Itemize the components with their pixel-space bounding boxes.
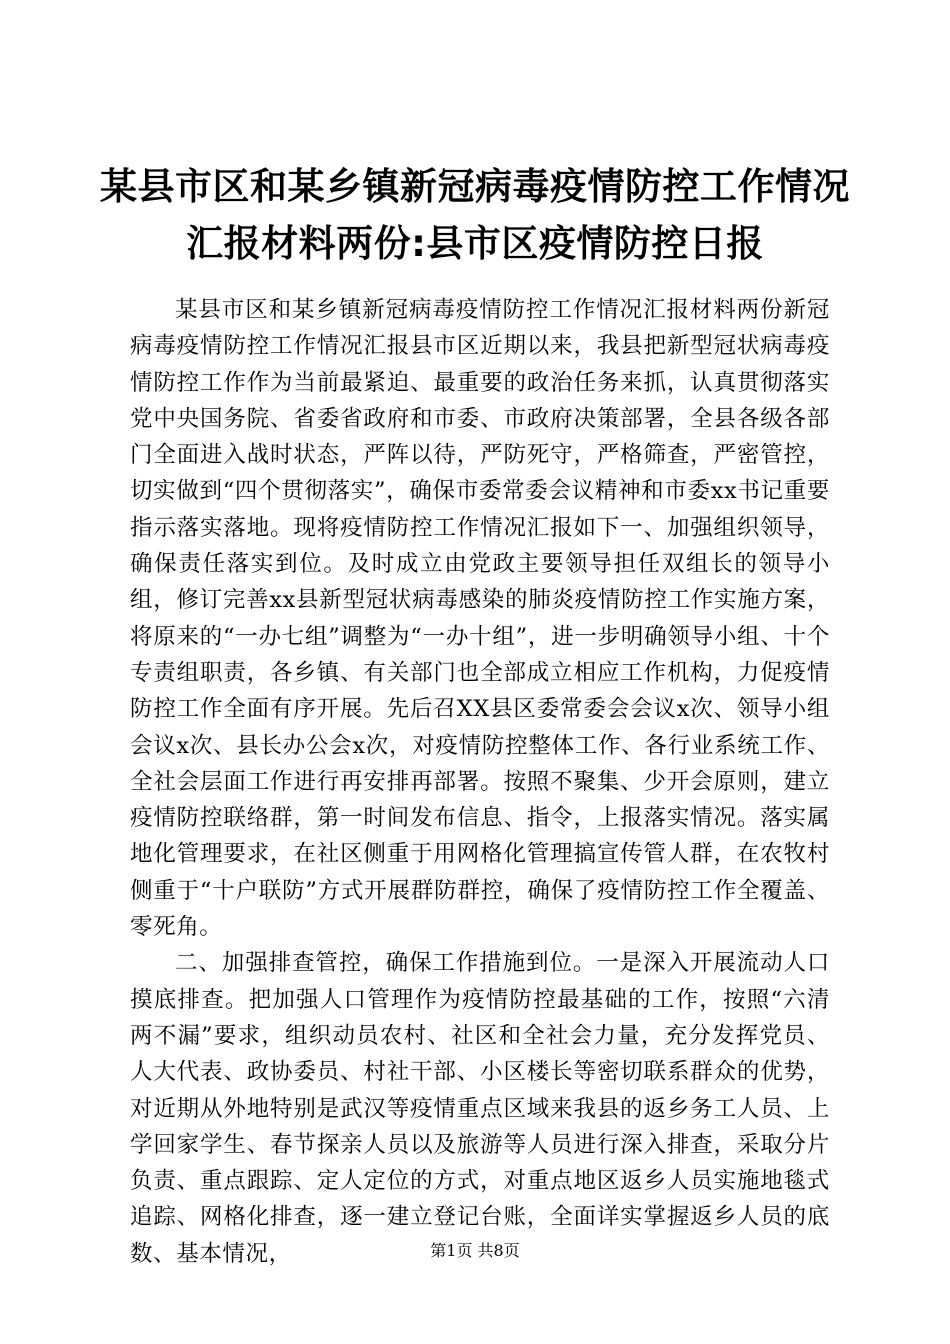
paragraph-1: 某县市区和某乡镇新冠病毒疫情防控工作情况汇报材料两份新冠病毒疫情防控工作情况汇报县市区近期以来，我县把新型冠状病毒疫情防控工作作为当前最紧迫、最重要的政治任务来抓，认真贯彻落实党中央国务院、省委省政府和市委、市政府决策部署，全县各级各部门全面进入战时状态，严阵以待，严防死守，严格筛查，严密管控，切实做到“四个贯彻落实”，确保市委常委会议精神和市委xx书记重要指示落实落地。现将疫情防控工作情况汇报如下一、加强组织领导，确保责任落实到位。及时成立由党政主要领导担任双组长的领导小组，修订完善xx县新型冠状病毒感染的肺炎疫情防控工作实施方案，将原来的“一办七组”调整为“一办十组”，进一步明确领导小组、十个专责组职责，各乡镇、有关部门也全部成立相应工作机构，力促疫情防控工作全面有序开展。先后召XX县区委常委会会议x次、领导小组会议x次、县长办公会x次，对疫情防控整体工作、各行业系统工作、全社会层面工作进行再安排再部署。按照不聚集、少开会原则，建立疫情防控联络群，第一时间发布信息、指令，上报落实情况。落实属地化管理要求，在社区侧重于用网格化管理搞宣传管人群，在农牧村侧重于“十户联防”方式开展群防群控，确保了疫情防控工作全覆盖、零死角。 (130, 297, 830, 941)
page-number-footer: 第1页 共8页 (430, 1241, 520, 1260)
document-title-line-1: 某县市区和某乡镇新冠病毒疫情防控工作情况 (100, 165, 850, 208)
paragraph-2: 二、加强排查管控，确保工作措施到位。一是深入开展流动人口摸底排查。把加强人口管理作为疫情防控最基础的工作，按照“六清两不漏”要求，组织动员农村、社区和全社会力量，充分发挥党员、人大代表、政协委员、村社干部、小区楼长等密切联系群众的优势，对近期从外地特别是武汉等疫情重点区域来我县的返乡务工人员、上学回家学生、春节探亲人员以及旅游等人员进行深入排查，采取分片负责、重点跟踪、定人定位的方式，对重点地区返乡人员实施地毯式追踪、网格化排查，逐一建立登记台账，全面详实掌握返乡人员的底数、基本情况， (130, 950, 830, 1267)
document-body (130, 292, 830, 1272)
document-title-line-2: 汇报材料两份:县市区疫情防控日报 (186, 222, 764, 265)
